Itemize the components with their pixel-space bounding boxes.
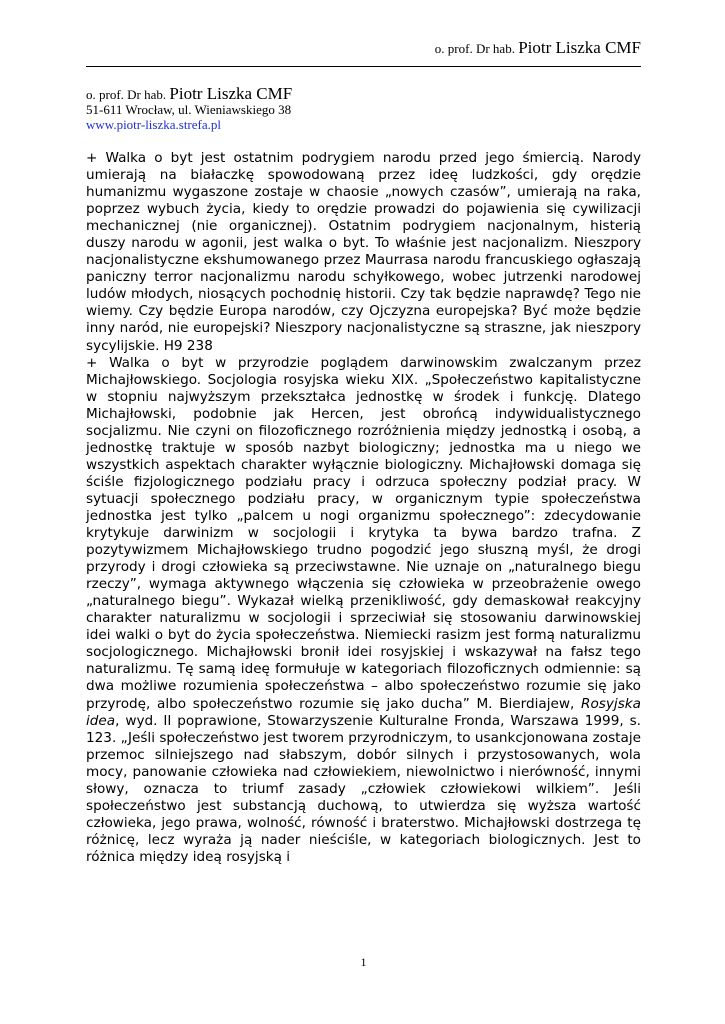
author-name: Piotr Liszka CMF bbox=[169, 84, 293, 103]
author-block bbox=[86, 86, 641, 132]
author-name-line bbox=[86, 86, 641, 102]
author-title-prefix: o. prof. Dr hab. bbox=[86, 87, 167, 102]
paragraph-2-text-b: , wyd. II poprawione, Stowarzyszenie Kulturalne Fronda, Warszawa 1999, s. 123. „Jeśli społeczeństwo jest tworem przyrodniczym, to usankcjonowana zostaje przemoc silniejszego nad słabszym, dobór silnych i przystosowanych, wola mocy, panowanie człowieka nad człowiekiem, niewolnictwo i nierówność, innymi słowy, oznacza to triumf zasady „człowiek człowiekowi wilkiem”. Jeśli społeczeństwo jest substancją duchową, to utwierdza się wyższa wartość człowieka, jego prawa, wolność, równość i braterstwo. Michajłowski dostrzega tę różnicę, lecz wyraża ją nader nieściśle, w kategoriach biologicznych. Jest to różnica między ideą rosyjską i bbox=[86, 712, 641, 865]
header-title-prefix: o. prof. Dr hab. bbox=[434, 41, 515, 56]
page-number: 1 bbox=[360, 955, 367, 969]
document-body bbox=[86, 150, 641, 866]
book-title: Rosyjska idea bbox=[86, 695, 641, 729]
author-address: 51-611 Wrocław, ul. Wieniawskiego 38 bbox=[86, 102, 292, 117]
header-divider bbox=[86, 66, 641, 67]
running-header bbox=[86, 38, 641, 58]
header-author-name: Piotr Liszka CMF bbox=[518, 38, 641, 57]
paragraph-2 bbox=[86, 355, 641, 866]
paragraph-2-text-a: + Walka o byt w przyrodzie poglądem darwinowskim zwalczanym przez Michajłowskiego. Socjologia rosyjska wieku XIX. „Społeczeństwo kapitalistyczne w stopniu najwyższym przekształca jednostkę w środek i funkcję. Dlatego Michajłowski, podobnie jak Hercen, jest obrońcą indywidualistycznego socjalizmu. Nie czyni on filozoficznego rozróżnienia między jednostką i osobą, a jednostkę traktuje w sposób nazbyt biologiczny; jednostka ma u niego we wszystkich aspektach charakter wyłącznie biologiczny. Michajłowski domaga się ściśle fizjologicznego podziału pracy i odrzuca społeczny podział pracy. W sytuacji społecznego podziału pracy, w organicznym typie społeczeństwa jednostka jest tylko „palcem u nogi organizmu społecznego”: zdecydowanie krytykuje darwinizm w socjologii i krytyka ta bywa bardzo trafna. Z pozytywizmem Michajłowskiego trudno pogodzić jego słuszną myśl, że drogi przyrody i drogi człowieka są przeciwstawne. Nie uznaje on „naturalnego biegu rzeczy”, wymaga aktywnego włączenia się człowieka w przeobrażenie owego „naturalnego biegu”. Wykazał wielką przenikliwość, gdy demaskował reakcyjny charakter naturalizmu w socjologii i sprzeciwiał się stosowaniu darwinowskiej idei walki o byt do życia społeczeństwa. Niemiecki rasizm jest formą naturalizmu socjologicznego. Michajłowski bronił idei rosyjskiej i wskazywał na fałsz tego naturalizmu. Tę samą ideę formułuje w kategoriach filozoficznych odmiennie: są dwa możliwe rozumienia społeczeństwa – albo społeczeństwo rozumie się jako przyrodę, albo społeczeństwo rozumie się jako ducha” M. Bierdiajew, bbox=[86, 354, 641, 712]
author-website-link[interactable]: www.piotr-liszka.strefa.pl bbox=[86, 117, 221, 132]
paragraph-1: + Walka o byt jest ostatnim podrygiem narodu przed jego śmiercią. Narody umierają na białaczkę spowodowaną przez ideę ludzkości, gdy orędzie humanizmu wygaszone zostaje w chaosie „nowych czasów”, umierają na raka, poprzez wybuch życia, kiedy to orędzie prowadzi do pojawienia się cywilizacji mechanicznej (nie organicznej). Ostatnim podrygiem nacjonalnym, histerią duszy narodu w agonii, jest walka o byt. To właśnie jest nacjonalizm. Nieszpory nacjonalistyczne ekshumowanego przez Maurrasa narodu francuskiego ogłaszają paniczny terror nacjonalizmu narodu schyłkowego, wobec jutrzenki narodowej ludów młodych, niosących pochodnię historii. Czy tak będzie naprawdę? Tego nie wiemy. Czy będzie Europa narodów, czy Ojczyzna europejska? Być może będzie inny naród, nie europejski? Nieszpory nacjonalistyczne są straszne, jak nieszpory sycylijskie. H9 238 bbox=[86, 150, 641, 354]
